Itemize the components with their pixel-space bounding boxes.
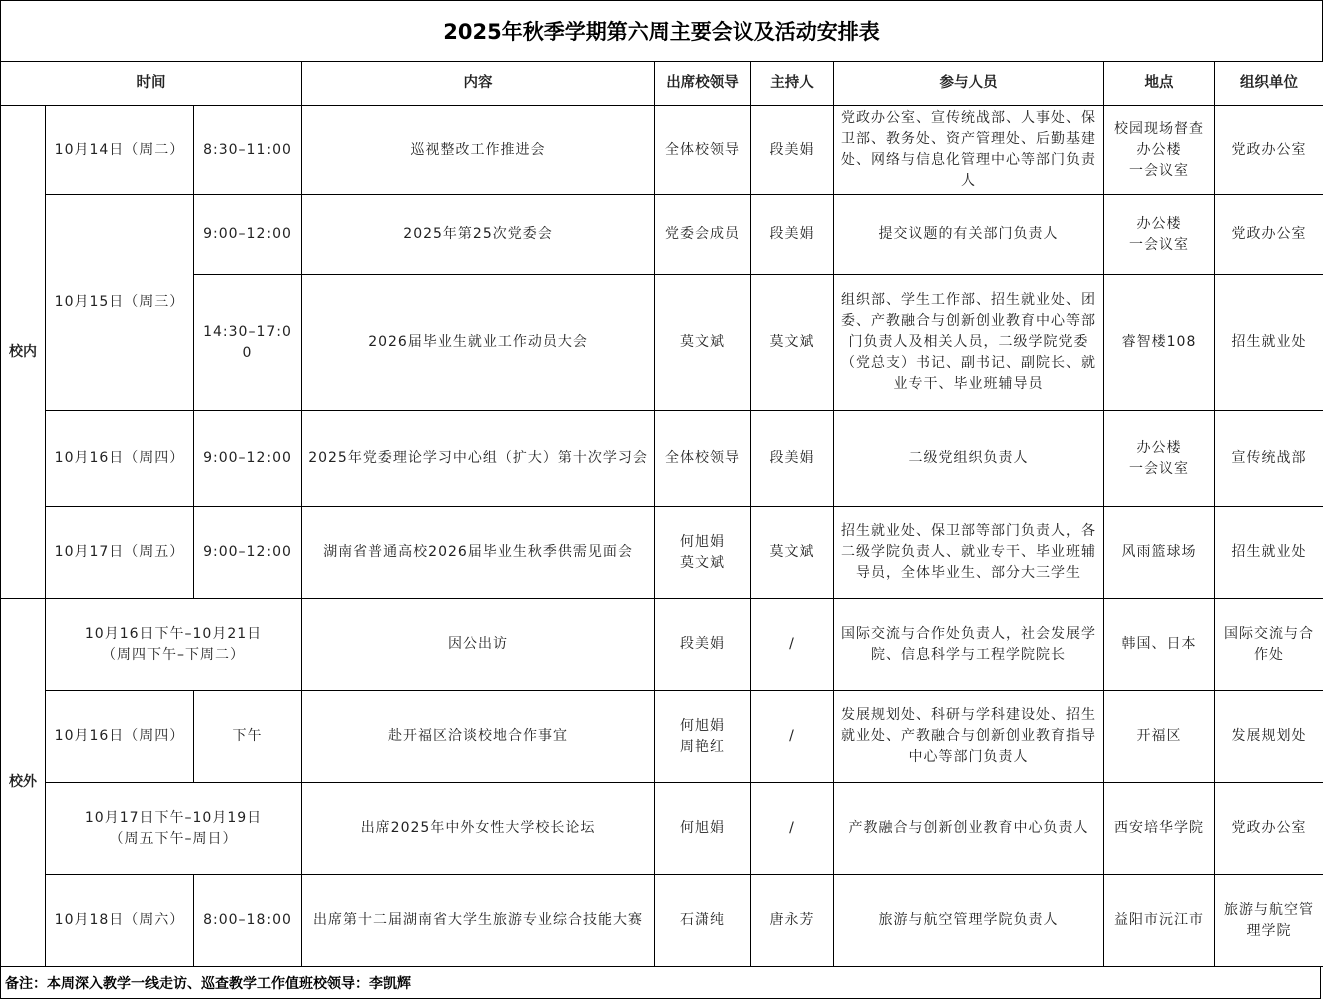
time-cell: 8:00–18:00 bbox=[194, 875, 302, 967]
content-cell: 因公出访 bbox=[302, 599, 655, 691]
time-cell: 14:30–17:00 bbox=[194, 275, 302, 411]
participants-cell: 二级党组织负责人 bbox=[834, 411, 1104, 507]
table-row bbox=[1, 875, 1323, 967]
organizer-cell: 招生就业处 bbox=[1215, 275, 1323, 411]
participants-cell: 产教融合与创新创业教育中心负责人 bbox=[834, 783, 1104, 875]
header-leader: 出席校领导 bbox=[655, 62, 751, 106]
organizer-cell: 党政办公室 bbox=[1215, 106, 1323, 195]
time-cell: 9:00–12:00 bbox=[194, 507, 302, 599]
host-cell: 唐永芳 bbox=[751, 875, 834, 967]
table-row bbox=[1, 691, 1323, 783]
header-row bbox=[1, 62, 1323, 106]
content-cell: 赴开福区洽谈校地合作事宜 bbox=[302, 691, 655, 783]
leader-cell: 全体校领导 bbox=[655, 411, 751, 507]
location-cell: 开福区 bbox=[1104, 691, 1215, 783]
location-cell: 办公楼 一会议室 bbox=[1104, 195, 1215, 275]
time-cell: 下午 bbox=[194, 691, 302, 783]
table-row bbox=[1, 411, 1323, 507]
organizer-cell: 国际交流与合作处 bbox=[1215, 599, 1323, 691]
date-cell: 10月18日（周六） bbox=[46, 875, 194, 967]
host-cell: 段美娟 bbox=[751, 195, 834, 275]
schedule-table bbox=[0, 61, 1323, 967]
participants-cell: 旅游与航空管理学院负责人 bbox=[834, 875, 1104, 967]
host-cell: 莫文斌 bbox=[751, 275, 834, 411]
content-cell: 2025年党委理论学习中心组（扩大）第十次学习会 bbox=[302, 411, 655, 507]
participants-cell: 组织部、学生工作部、招生就业处、团委、产教融合与创新创业教育中心等部门负责人及相关人员，二级学院党委（党总支）书记、副书记、副院长、就业专干、毕业班辅导员 bbox=[834, 275, 1104, 411]
leader-cell: 党委会成员 bbox=[655, 195, 751, 275]
host-cell: / bbox=[751, 599, 834, 691]
table-row bbox=[1, 106, 1323, 195]
leader-cell: 何旭娟 莫文斌 bbox=[655, 507, 751, 599]
table-row bbox=[1, 599, 1323, 691]
host-cell: 段美娟 bbox=[751, 411, 834, 507]
participants-cell: 提交议题的有关部门负责人 bbox=[834, 195, 1104, 275]
leader-cell: 何旭娟 周艳红 bbox=[655, 691, 751, 783]
participants-cell: 国际交流与合作处负责人，社会发展学院、信息科学与工程学院院长 bbox=[834, 599, 1104, 691]
location-cell: 益阳市沅江市 bbox=[1104, 875, 1215, 967]
leader-cell: 石潇纯 bbox=[655, 875, 751, 967]
table-row bbox=[1, 783, 1323, 875]
host-cell: 段美娟 bbox=[751, 106, 834, 195]
host-cell: / bbox=[751, 691, 834, 783]
date-cell: 10月17日（周五） bbox=[46, 507, 194, 599]
location-cell: 韩国、日本 bbox=[1104, 599, 1215, 691]
location-cell: 校园现场督查 办公楼 一会议室 bbox=[1104, 106, 1215, 195]
location-cell: 办公楼 一会议室 bbox=[1104, 411, 1215, 507]
organizer-cell: 党政办公室 bbox=[1215, 783, 1323, 875]
header-host: 主持人 bbox=[751, 62, 834, 106]
organizer-cell: 旅游与航空管理学院 bbox=[1215, 875, 1323, 967]
date-cell: 10月16日（周四） bbox=[46, 691, 194, 783]
organizer-cell: 发展规划处 bbox=[1215, 691, 1323, 783]
date-cell: 10月14日（周二） bbox=[46, 106, 194, 195]
table-row bbox=[1, 507, 1323, 599]
location-cell: 睿智楼108 bbox=[1104, 275, 1215, 411]
region-outside: 校外 bbox=[1, 599, 46, 967]
content-cell: 2026届毕业生就业工作动员大会 bbox=[302, 275, 655, 411]
leader-cell: 全体校领导 bbox=[655, 106, 751, 195]
organizer-cell: 党政办公室 bbox=[1215, 195, 1323, 275]
participants-cell: 党政办公室、宣传统战部、人事处、保卫部、教务处、资产管理处、后勤基建处、网络与信息化管理中心等部门负责人 bbox=[834, 106, 1104, 195]
page-title: 2025年秋季学期第六周主要会议及活动安排表 bbox=[0, 0, 1323, 61]
location-cell: 风雨篮球场 bbox=[1104, 507, 1215, 599]
content-cell: 巡视整改工作推进会 bbox=[302, 106, 655, 195]
table-row bbox=[1, 195, 1323, 275]
leader-cell: 段美娟 bbox=[655, 599, 751, 691]
time-cell: 8:30–11:00 bbox=[194, 106, 302, 195]
date-time-cell: 10月16日下午–10月21日 （周四下午–下周二） bbox=[46, 599, 302, 691]
time-cell: 9:00–12:00 bbox=[194, 411, 302, 507]
date-cell: 10月16日（周四） bbox=[46, 411, 194, 507]
region-inside: 校内 bbox=[1, 106, 46, 599]
organizer-cell: 宣传统战部 bbox=[1215, 411, 1323, 507]
content-cell: 湖南省普通高校2026届毕业生秋季供需见面会 bbox=[302, 507, 655, 599]
organizer-cell: 招生就业处 bbox=[1215, 507, 1323, 599]
header-location: 地点 bbox=[1104, 62, 1215, 106]
header-organizer: 组织单位 bbox=[1215, 62, 1323, 106]
header-time: 时间 bbox=[1, 62, 302, 106]
footer-note: 备注：本周深入教学一线走访、巡查教学工作值班校领导：李凯辉 bbox=[0, 966, 1321, 999]
content-cell: 出席第十二届湖南省大学生旅游专业综合技能大赛 bbox=[302, 875, 655, 967]
time-cell: 9:00–12:00 bbox=[194, 195, 302, 275]
host-cell: 莫文斌 bbox=[751, 507, 834, 599]
leader-cell: 何旭娟 bbox=[655, 783, 751, 875]
table-row bbox=[1, 275, 1323, 411]
date-cell: 10月15日（周三） bbox=[46, 195, 194, 411]
participants-cell: 发展规划处、科研与学科建设处、招生就业处、产教融合与创新创业教育指导中心等部门负责人 bbox=[834, 691, 1104, 783]
leader-cell: 莫文斌 bbox=[655, 275, 751, 411]
location-cell: 西安培华学院 bbox=[1104, 783, 1215, 875]
content-cell: 出席2025年中外女性大学校长论坛 bbox=[302, 783, 655, 875]
header-participants: 参与人员 bbox=[834, 62, 1104, 106]
participants-cell: 招生就业处、保卫部等部门负责人，各二级学院负责人、就业专干、毕业班辅导员，全体毕业生、部分大三学生 bbox=[834, 507, 1104, 599]
content-cell: 2025年第25次党委会 bbox=[302, 195, 655, 275]
host-cell: / bbox=[751, 783, 834, 875]
date-time-cell: 10月17日下午–10月19日 （周五下午–周日） bbox=[46, 783, 302, 875]
header-content: 内容 bbox=[302, 62, 655, 106]
